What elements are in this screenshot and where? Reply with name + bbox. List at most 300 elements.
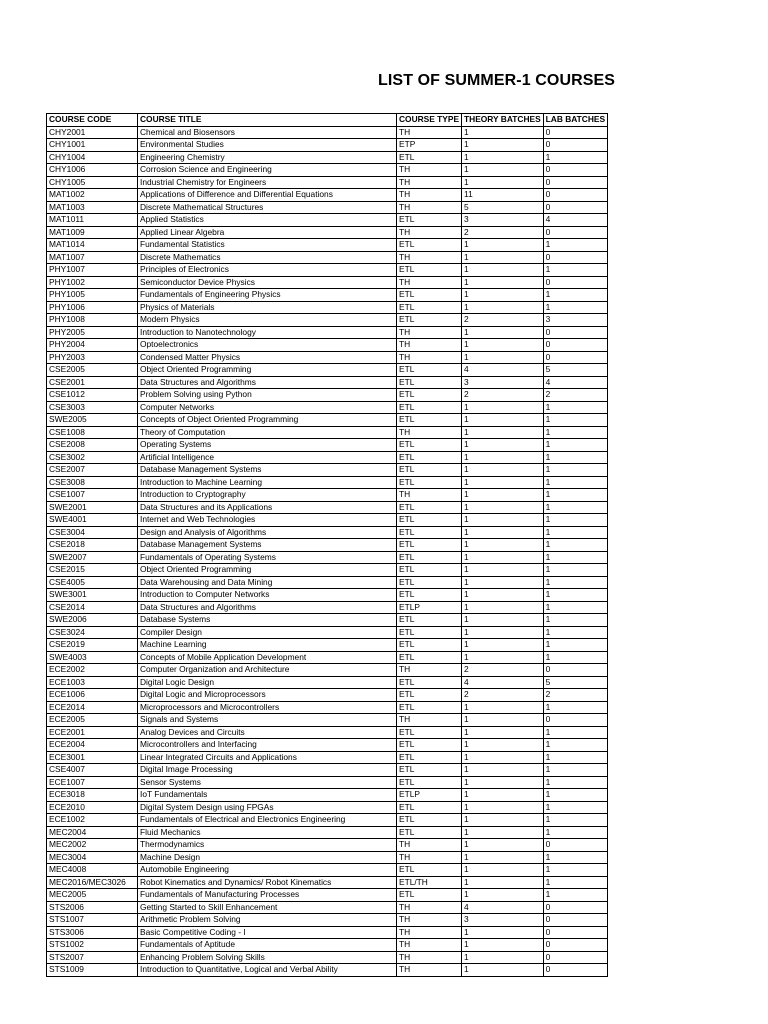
course-title-cell: Introduction to Quantitative, Logical and Verbal Ability — [138, 964, 397, 977]
table-row — [47, 776, 608, 789]
table-row — [47, 139, 608, 152]
theory-batches-cell: 2 — [462, 226, 544, 239]
table-row — [47, 589, 608, 602]
course-type-cell: ETL — [397, 589, 462, 602]
lab-batches-cell: 1 — [543, 451, 607, 464]
course-code-cell: CSE2005 — [47, 364, 138, 377]
course-type-cell: ETL — [397, 514, 462, 527]
table-row — [47, 614, 608, 627]
lab-batches-cell: 1 — [543, 601, 607, 614]
course-code-cell: MEC2016/MEC3026 — [47, 876, 138, 889]
course-type-cell: TH — [397, 839, 462, 852]
lab-batches-cell: 0 — [543, 339, 607, 352]
lab-batches-cell: 0 — [543, 914, 607, 927]
lab-batches-cell: 1 — [543, 439, 607, 452]
table-row — [47, 201, 608, 214]
table-row — [47, 214, 608, 227]
course-type-cell: ETL — [397, 776, 462, 789]
lab-batches-cell: 1 — [543, 526, 607, 539]
course-code-cell: CSE2001 — [47, 376, 138, 389]
course-code-cell: STS3006 — [47, 926, 138, 939]
course-type-cell: TH — [397, 351, 462, 364]
course-type-cell: ETL — [397, 676, 462, 689]
table-row — [47, 951, 608, 964]
course-title-cell: Fundamentals of Operating Systems — [138, 551, 397, 564]
table-row — [47, 639, 608, 652]
course-type-cell: TH — [397, 664, 462, 677]
course-type-cell: ETL — [397, 239, 462, 252]
course-code-cell: CHY1004 — [47, 151, 138, 164]
table-row — [47, 314, 608, 327]
course-code-cell: SWE2006 — [47, 614, 138, 627]
course-type-cell: ETL — [397, 451, 462, 464]
course-title-cell: Machine Learning — [138, 639, 397, 652]
course-title-cell: Operating Systems — [138, 439, 397, 452]
course-type-cell: ETLP — [397, 789, 462, 802]
table-row — [47, 764, 608, 777]
course-type-cell: ETL — [397, 551, 462, 564]
course-code-cell: PHY1006 — [47, 301, 138, 314]
lab-batches-cell: 0 — [543, 326, 607, 339]
course-title-cell: Condensed Matter Physics — [138, 351, 397, 364]
table-row — [47, 714, 608, 727]
theory-batches-cell: 1 — [462, 251, 544, 264]
table-row — [47, 864, 608, 877]
theory-batches-cell: 1 — [462, 439, 544, 452]
theory-batches-cell: 1 — [462, 601, 544, 614]
course-type-cell: ETL — [397, 364, 462, 377]
theory-batches-cell: 1 — [462, 951, 544, 964]
theory-batches-cell: 1 — [462, 751, 544, 764]
theory-batches-cell: 1 — [462, 639, 544, 652]
lab-batches-cell: 3 — [543, 314, 607, 327]
header-course-code: COURSE CODE — [47, 114, 138, 127]
course-title-cell: Database Management Systems — [138, 539, 397, 552]
course-type-cell: ETL — [397, 376, 462, 389]
table-row — [47, 876, 608, 889]
lab-batches-cell: 0 — [543, 164, 607, 177]
lab-batches-cell: 1 — [543, 751, 607, 764]
course-code-cell: CSE2008 — [47, 439, 138, 452]
courses-table — [46, 113, 608, 977]
course-title-cell: Modern Physics — [138, 314, 397, 327]
course-code-cell: SWE2001 — [47, 501, 138, 514]
table-row — [47, 251, 608, 264]
theory-batches-cell: 1 — [462, 301, 544, 314]
course-title-cell: Data Structures and Algorithms — [138, 601, 397, 614]
lab-batches-cell: 1 — [543, 801, 607, 814]
table-row — [47, 651, 608, 664]
table-row — [47, 414, 608, 427]
course-type-cell: ETL — [397, 889, 462, 902]
course-code-cell: CSE4005 — [47, 576, 138, 589]
table-row — [47, 264, 608, 277]
lab-batches-cell: 1 — [543, 464, 607, 477]
theory-batches-cell: 1 — [462, 739, 544, 752]
course-code-cell: CHY1006 — [47, 164, 138, 177]
course-code-cell: CSE2015 — [47, 564, 138, 577]
table-row — [47, 351, 608, 364]
course-code-cell: ECE2010 — [47, 801, 138, 814]
theory-batches-cell: 1 — [462, 814, 544, 827]
header-course-type: COURSE TYPE — [397, 114, 462, 127]
course-type-cell: ETL — [397, 314, 462, 327]
theory-batches-cell: 1 — [462, 539, 544, 552]
course-title-cell: Discrete Mathematical Structures — [138, 201, 397, 214]
course-code-cell: ECE2001 — [47, 726, 138, 739]
lab-batches-cell: 1 — [543, 789, 607, 802]
course-code-cell: CSE1012 — [47, 389, 138, 402]
course-code-cell: STS2007 — [47, 951, 138, 964]
course-title-cell: Object Oriented Programming — [138, 564, 397, 577]
course-type-cell: TH — [397, 901, 462, 914]
course-type-cell: ETL — [397, 726, 462, 739]
table-row — [47, 664, 608, 677]
course-title-cell: Fundamental Statistics — [138, 239, 397, 252]
course-code-cell: MEC2004 — [47, 826, 138, 839]
lab-batches-cell: 0 — [543, 351, 607, 364]
lab-batches-cell: 1 — [543, 614, 607, 627]
lab-batches-cell: 1 — [543, 639, 607, 652]
course-code-cell: MEC2005 — [47, 889, 138, 902]
course-code-cell: STS1009 — [47, 964, 138, 977]
table-row — [47, 801, 608, 814]
lab-batches-cell: 1 — [543, 776, 607, 789]
course-type-cell: TH — [397, 714, 462, 727]
table-row — [47, 276, 608, 289]
course-code-cell: CHY2001 — [47, 126, 138, 139]
theory-batches-cell: 1 — [462, 776, 544, 789]
table-row — [47, 501, 608, 514]
course-title-cell: Internet and Web Technologies — [138, 514, 397, 527]
table-row — [47, 376, 608, 389]
course-type-cell: ETL — [397, 701, 462, 714]
course-type-cell: ETL — [397, 526, 462, 539]
course-title-cell: Digital Logic and Microprocessors — [138, 689, 397, 702]
theory-batches-cell: 1 — [462, 826, 544, 839]
table-row — [47, 564, 608, 577]
table-row — [47, 489, 608, 502]
course-title-cell: Data Structures and its Applications — [138, 501, 397, 514]
course-title-cell: Fundamentals of Aptitude — [138, 939, 397, 952]
course-code-cell: MAT1011 — [47, 214, 138, 227]
theory-batches-cell: 1 — [462, 551, 544, 564]
course-type-cell: ETL — [397, 801, 462, 814]
course-title-cell: Engineering Chemistry — [138, 151, 397, 164]
theory-batches-cell: 1 — [462, 864, 544, 877]
course-title-cell: Environmental Studies — [138, 139, 397, 152]
course-title-cell: Getting Started to Skill Enhancement — [138, 901, 397, 914]
course-code-cell: CHY1001 — [47, 139, 138, 152]
course-title-cell: Basic Competitive Coding - I — [138, 926, 397, 939]
table-row — [47, 839, 608, 852]
lab-batches-cell: 1 — [543, 551, 607, 564]
table-row — [47, 164, 608, 177]
lab-batches-cell: 1 — [543, 701, 607, 714]
course-type-cell: ETL — [397, 751, 462, 764]
course-title-cell: Linear Integrated Circuits and Applications — [138, 751, 397, 764]
course-code-cell: PHY2003 — [47, 351, 138, 364]
theory-batches-cell: 1 — [462, 876, 544, 889]
course-title-cell: Fundamentals of Engineering Physics — [138, 289, 397, 302]
course-type-cell: TH — [397, 189, 462, 202]
course-code-cell: PHY2005 — [47, 326, 138, 339]
course-title-cell: Data Structures and Algorithms — [138, 376, 397, 389]
theory-batches-cell: 1 — [462, 714, 544, 727]
lab-batches-cell: 1 — [543, 539, 607, 552]
course-title-cell: Concepts of Object Oriented Programming — [138, 414, 397, 427]
lab-batches-cell: 2 — [543, 689, 607, 702]
theory-batches-cell: 1 — [462, 589, 544, 602]
course-code-cell: MAT1009 — [47, 226, 138, 239]
course-type-cell: ETL — [397, 401, 462, 414]
course-title-cell: Microprocessors and Microcontrollers — [138, 701, 397, 714]
lab-batches-cell: 1 — [543, 401, 607, 414]
course-title-cell: Fundamentals of Manufacturing Processes — [138, 889, 397, 902]
theory-batches-cell: 1 — [462, 414, 544, 427]
table-row — [47, 689, 608, 702]
theory-batches-cell: 3 — [462, 214, 544, 227]
course-code-cell: STS1002 — [47, 939, 138, 952]
theory-batches-cell: 1 — [462, 726, 544, 739]
table-row — [47, 151, 608, 164]
course-code-cell: SWE4001 — [47, 514, 138, 527]
table-row — [47, 426, 608, 439]
course-type-cell: ETL — [397, 214, 462, 227]
course-title-cell: Optoelectronics — [138, 339, 397, 352]
lab-batches-cell: 0 — [543, 276, 607, 289]
table-row — [47, 239, 608, 252]
course-code-cell: STS1007 — [47, 914, 138, 927]
course-title-cell: Fundamentals of Electrical and Electronics Engineering — [138, 814, 397, 827]
lab-batches-cell: 1 — [543, 889, 607, 902]
lab-batches-cell: 0 — [543, 201, 607, 214]
theory-batches-cell: 1 — [462, 326, 544, 339]
table-row — [47, 926, 608, 939]
course-title-cell: Robot Kinematics and Dynamics/ Robot Kinematics — [138, 876, 397, 889]
course-code-cell: STS2006 — [47, 901, 138, 914]
theory-batches-cell: 4 — [462, 676, 544, 689]
lab-batches-cell: 1 — [543, 426, 607, 439]
lab-batches-cell: 1 — [543, 514, 607, 527]
theory-batches-cell: 11 — [462, 189, 544, 202]
lab-batches-cell: 5 — [543, 676, 607, 689]
course-type-cell: ETL — [397, 576, 462, 589]
table-row — [47, 739, 608, 752]
lab-batches-cell: 0 — [543, 714, 607, 727]
theory-batches-cell: 1 — [462, 939, 544, 952]
table-row — [47, 289, 608, 302]
table-row — [47, 526, 608, 539]
course-type-cell: ETL — [397, 389, 462, 402]
theory-batches-cell: 1 — [462, 964, 544, 977]
course-title-cell: Data Warehousing and Data Mining — [138, 576, 397, 589]
lab-batches-cell: 0 — [543, 226, 607, 239]
theory-batches-cell: 1 — [462, 476, 544, 489]
theory-batches-cell: 1 — [462, 801, 544, 814]
course-title-cell: Computer Organization and Architecture — [138, 664, 397, 677]
course-type-cell: TH — [397, 176, 462, 189]
course-type-cell: TH — [397, 939, 462, 952]
course-type-cell: ETL — [397, 626, 462, 639]
course-code-cell: CSE4007 — [47, 764, 138, 777]
lab-batches-cell: 0 — [543, 189, 607, 202]
table-row — [47, 401, 608, 414]
theory-batches-cell: 5 — [462, 201, 544, 214]
header-course-title: COURSE TITLE — [138, 114, 397, 127]
lab-batches-cell: 1 — [543, 876, 607, 889]
theory-batches-cell: 1 — [462, 851, 544, 864]
course-title-cell: Semiconductor Device Physics — [138, 276, 397, 289]
course-title-cell: Analog Devices and Circuits — [138, 726, 397, 739]
theory-batches-cell: 1 — [462, 701, 544, 714]
theory-batches-cell: 3 — [462, 914, 544, 927]
page-title: LIST OF SUMMER-1 COURSES — [378, 72, 616, 89]
theory-batches-cell: 2 — [462, 314, 544, 327]
course-code-cell: CSE3004 — [47, 526, 138, 539]
theory-batches-cell: 1 — [462, 401, 544, 414]
course-type-cell: ETL — [397, 439, 462, 452]
course-code-cell: CSE2014 — [47, 601, 138, 614]
table-row — [47, 176, 608, 189]
table-row — [47, 389, 608, 402]
table-row — [47, 439, 608, 452]
course-type-cell: ETL — [397, 614, 462, 627]
table-row — [47, 551, 608, 564]
course-type-cell: ETL — [397, 689, 462, 702]
course-title-cell: Enhancing Problem Solving Skills — [138, 951, 397, 964]
theory-batches-cell: 1 — [462, 276, 544, 289]
course-type-cell: TH — [397, 914, 462, 927]
course-type-cell: TH — [397, 489, 462, 502]
course-code-cell: MAT1007 — [47, 251, 138, 264]
table-row — [47, 326, 608, 339]
course-title-cell: Microcontrollers and Interfacing — [138, 739, 397, 752]
theory-batches-cell: 1 — [462, 151, 544, 164]
course-type-cell: ETL — [397, 739, 462, 752]
theory-batches-cell: 1 — [462, 514, 544, 527]
lab-batches-cell: 1 — [543, 564, 607, 577]
course-code-cell: SWE2007 — [47, 551, 138, 564]
course-code-cell: CSE2018 — [47, 539, 138, 552]
theory-batches-cell: 1 — [462, 289, 544, 302]
lab-batches-cell: 0 — [543, 176, 607, 189]
course-type-cell: TH — [397, 339, 462, 352]
course-code-cell: SWE4003 — [47, 651, 138, 664]
theory-batches-cell: 1 — [462, 139, 544, 152]
course-title-cell: Industrial Chemistry for Engineers — [138, 176, 397, 189]
theory-batches-cell: 1 — [462, 651, 544, 664]
course-code-cell: CSE2007 — [47, 464, 138, 477]
course-type-cell: ETL — [397, 814, 462, 827]
table-row — [47, 514, 608, 527]
lab-batches-cell: 0 — [543, 139, 607, 152]
table-header-row — [47, 114, 608, 127]
table-row — [47, 701, 608, 714]
lab-batches-cell: 1 — [543, 239, 607, 252]
course-code-cell: CSE3024 — [47, 626, 138, 639]
course-code-cell: CSE1008 — [47, 426, 138, 439]
course-code-cell: ECE1007 — [47, 776, 138, 789]
course-type-cell: ETL/TH — [397, 876, 462, 889]
course-code-cell: PHY1005 — [47, 289, 138, 302]
course-type-cell: TH — [397, 426, 462, 439]
lab-batches-cell: 0 — [543, 839, 607, 852]
course-code-cell: ECE3018 — [47, 789, 138, 802]
course-type-cell: TH — [397, 926, 462, 939]
table-row — [47, 339, 608, 352]
course-type-cell: TH — [397, 251, 462, 264]
header-lab-batches: LAB BATCHES — [543, 114, 607, 127]
lab-batches-cell: 1 — [543, 576, 607, 589]
theory-batches-cell: 1 — [462, 426, 544, 439]
lab-batches-cell: 1 — [543, 414, 607, 427]
lab-batches-cell: 0 — [543, 951, 607, 964]
table-row — [47, 851, 608, 864]
table-row — [47, 464, 608, 477]
course-type-cell: ETL — [397, 264, 462, 277]
course-code-cell: MEC2002 — [47, 839, 138, 852]
course-code-cell: SWE2005 — [47, 414, 138, 427]
theory-batches-cell: 1 — [462, 839, 544, 852]
course-type-cell: ETL — [397, 501, 462, 514]
course-type-cell: TH — [397, 951, 462, 964]
theory-batches-cell: 1 — [462, 926, 544, 939]
course-title-cell: Problem Solving using Python — [138, 389, 397, 402]
course-title-cell: Principles of Electronics — [138, 264, 397, 277]
theory-batches-cell: 1 — [462, 576, 544, 589]
course-type-cell: ETLP — [397, 601, 462, 614]
lab-batches-cell: 1 — [543, 651, 607, 664]
table-row — [47, 539, 608, 552]
course-title-cell: Design and Analysis of Algorithms — [138, 526, 397, 539]
course-type-cell: ETL — [397, 464, 462, 477]
theory-batches-cell: 2 — [462, 664, 544, 677]
course-title-cell: Corrosion Science and Engineering — [138, 164, 397, 177]
course-title-cell: Digital Image Processing — [138, 764, 397, 777]
course-code-cell: MAT1014 — [47, 239, 138, 252]
course-type-cell: TH — [397, 326, 462, 339]
course-type-cell: ETL — [397, 564, 462, 577]
course-code-cell: PHY1002 — [47, 276, 138, 289]
lab-batches-cell: 0 — [543, 126, 607, 139]
lab-batches-cell: 1 — [543, 764, 607, 777]
course-type-cell: ETL — [397, 639, 462, 652]
table-row — [47, 914, 608, 927]
table-row — [47, 364, 608, 377]
course-type-cell: ETL — [397, 864, 462, 877]
table-row — [47, 226, 608, 239]
table-row — [47, 889, 608, 902]
course-title-cell: Discrete Mathematics — [138, 251, 397, 264]
theory-batches-cell: 1 — [462, 239, 544, 252]
course-code-cell: ECE1006 — [47, 689, 138, 702]
course-title-cell: Introduction to Cryptography — [138, 489, 397, 502]
lab-batches-cell: 1 — [543, 264, 607, 277]
table-row — [47, 726, 608, 739]
table-row — [47, 751, 608, 764]
table-row — [47, 451, 608, 464]
course-title-cell: Concepts of Mobile Application Development — [138, 651, 397, 664]
course-title-cell: Computer Networks — [138, 401, 397, 414]
course-type-cell: ETL — [397, 476, 462, 489]
course-code-cell: MEC3004 — [47, 851, 138, 864]
lab-batches-cell: 4 — [543, 376, 607, 389]
course-title-cell: Database Management Systems — [138, 464, 397, 477]
course-code-cell: CHY1005 — [47, 176, 138, 189]
course-title-cell: Thermodynamics — [138, 839, 397, 852]
course-title-cell: Sensor Systems — [138, 776, 397, 789]
